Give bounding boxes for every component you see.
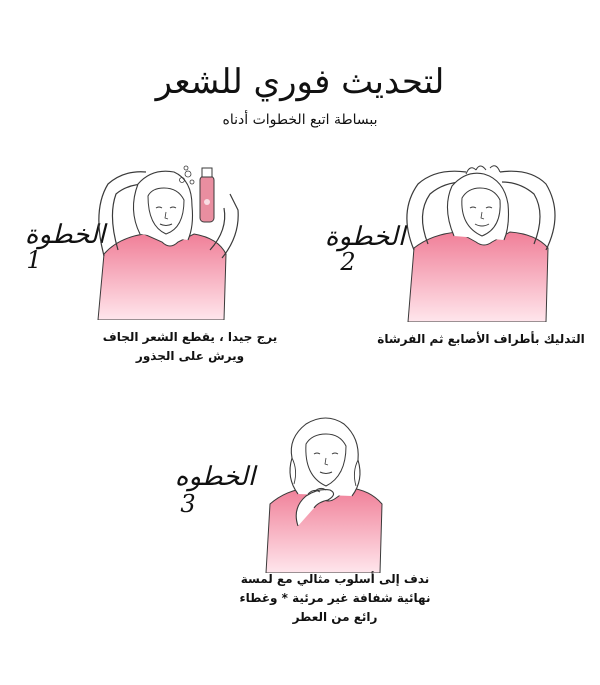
step-2-label: الخطوة bbox=[324, 222, 406, 252]
caption-line: يرج جيدا ، يقطع الشعر الجاف bbox=[102, 330, 278, 344]
caption-line: ندف إلى أسلوب مثالي مع لمسة bbox=[240, 572, 430, 586]
step-2-caption bbox=[366, 330, 596, 349]
step-3-number: 3 bbox=[180, 490, 196, 518]
caption-line: نهائية شفافة غير مرئية * وغطاء bbox=[239, 591, 431, 605]
step-3-illustration bbox=[262, 408, 392, 573]
step-3-caption bbox=[220, 570, 450, 627]
step-2-illustration bbox=[396, 152, 576, 322]
step-2-number: 2 bbox=[340, 248, 356, 276]
step-1-caption bbox=[80, 328, 300, 366]
step-1-number: 1 bbox=[26, 246, 42, 274]
spray-can-icon bbox=[200, 168, 214, 222]
step-3-label: الخطوه bbox=[174, 462, 256, 492]
step-1-label: الخطوة bbox=[24, 220, 106, 250]
caption-line: رائع من العطر bbox=[292, 610, 378, 624]
page-subtitle: ببساطة اتبع الخطوات أدناه bbox=[222, 112, 378, 128]
caption-line: ويرش على الجذور bbox=[135, 349, 245, 363]
page-title: لتحديث فوري للشعر bbox=[155, 62, 445, 102]
step-1-illustration bbox=[88, 150, 268, 320]
caption-line: التدليك بأطراف الأصابع ثم الفرشاة bbox=[377, 332, 585, 346]
